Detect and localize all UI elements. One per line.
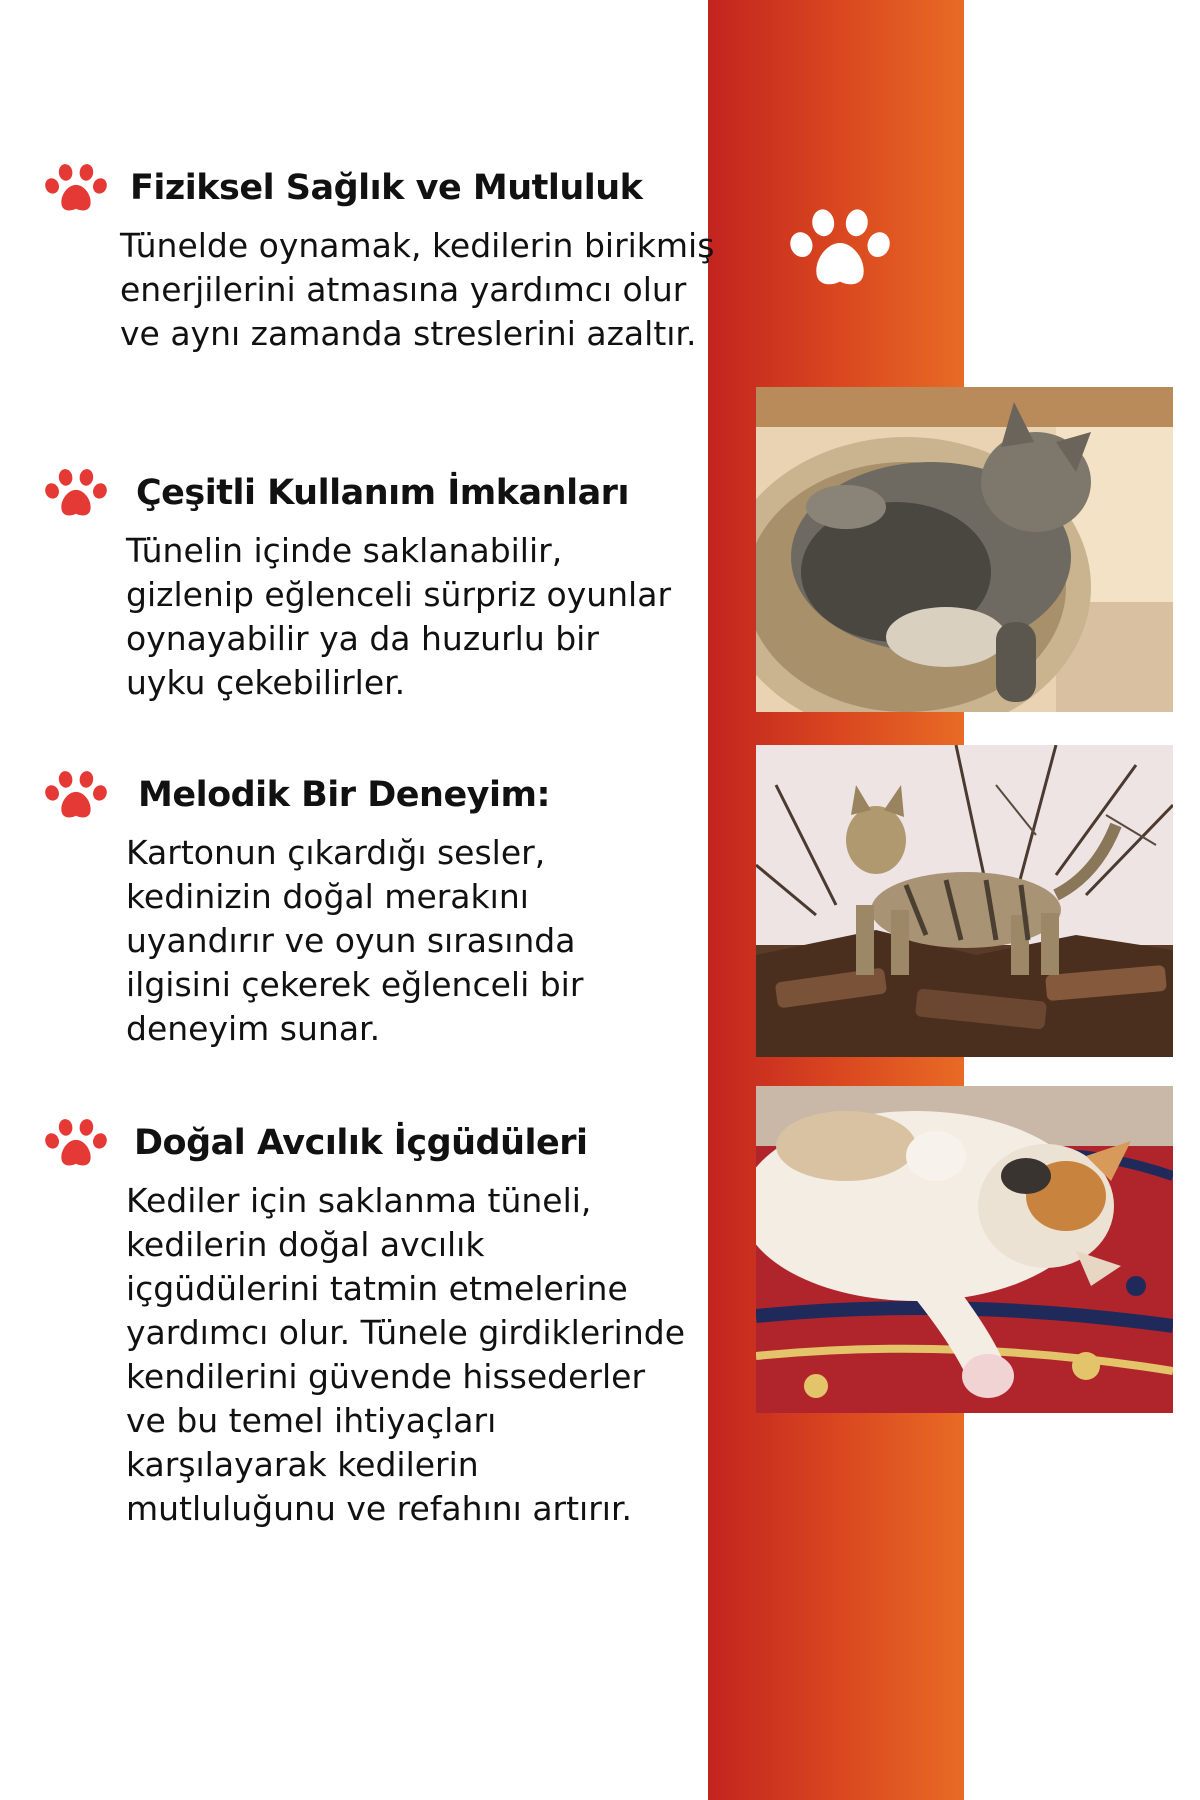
feature-hunting-instincts xyxy=(44,1113,704,1531)
feature-title: Fiziksel Sağlık ve Mutluluk xyxy=(130,168,643,208)
photo-cat-on-rug xyxy=(756,1086,1173,1413)
feature-title: Melodik Bir Deneyim: xyxy=(138,775,550,815)
feature-description: Tünelin içinde saklanabilir, gizlenip eğlenceli sürpriz oyunlar oynayabilir ya da huzurlu bir uyku çekebilirler. xyxy=(126,531,672,702)
feature-melodic-experience xyxy=(44,765,704,1051)
feature-usage-options xyxy=(44,463,704,705)
paw-icon-white xyxy=(784,206,896,290)
feature-header xyxy=(44,158,704,218)
feature-title: Doğal Avcılık İçgüdüleri xyxy=(134,1123,588,1163)
feature-description: Kediler için saklanma tüneli, kedilerin doğal avcılık içgüdülerini tatmin etmelerine yardımcı olur. Tünele girdiklerinde kendilerini güvende hissederler ve bu temel ihtiyaçları karşılayarak kedilerin mutluluğunu ve refahını artırır. xyxy=(126,1181,686,1528)
feature-description: Kartonun çıkardığı sesler, kedinizin doğal merakını uyandırır ve oyun sırasında ilgisini çekerek eğlenceli bir deneyim sunar. xyxy=(126,833,584,1048)
feature-header xyxy=(44,765,704,825)
feature-header xyxy=(44,463,704,523)
paw-icon xyxy=(44,769,108,821)
feature-title: Çeşitli Kullanım İmkanları xyxy=(136,473,629,513)
photo-cat-on-woodpile xyxy=(756,745,1173,1057)
paw-icon xyxy=(44,162,108,214)
photo-cat-in-basket xyxy=(756,387,1173,712)
feature-header xyxy=(44,1113,704,1173)
paw-icon xyxy=(44,467,108,519)
paw-icon xyxy=(44,1117,108,1169)
feature-physical-health xyxy=(44,158,715,356)
feature-description: Tünelde oynamak, kedilerin birikmiş enerjilerini atmasına yardımcı olur ve aynı zamanda streslerini azaltır. xyxy=(120,226,715,353)
